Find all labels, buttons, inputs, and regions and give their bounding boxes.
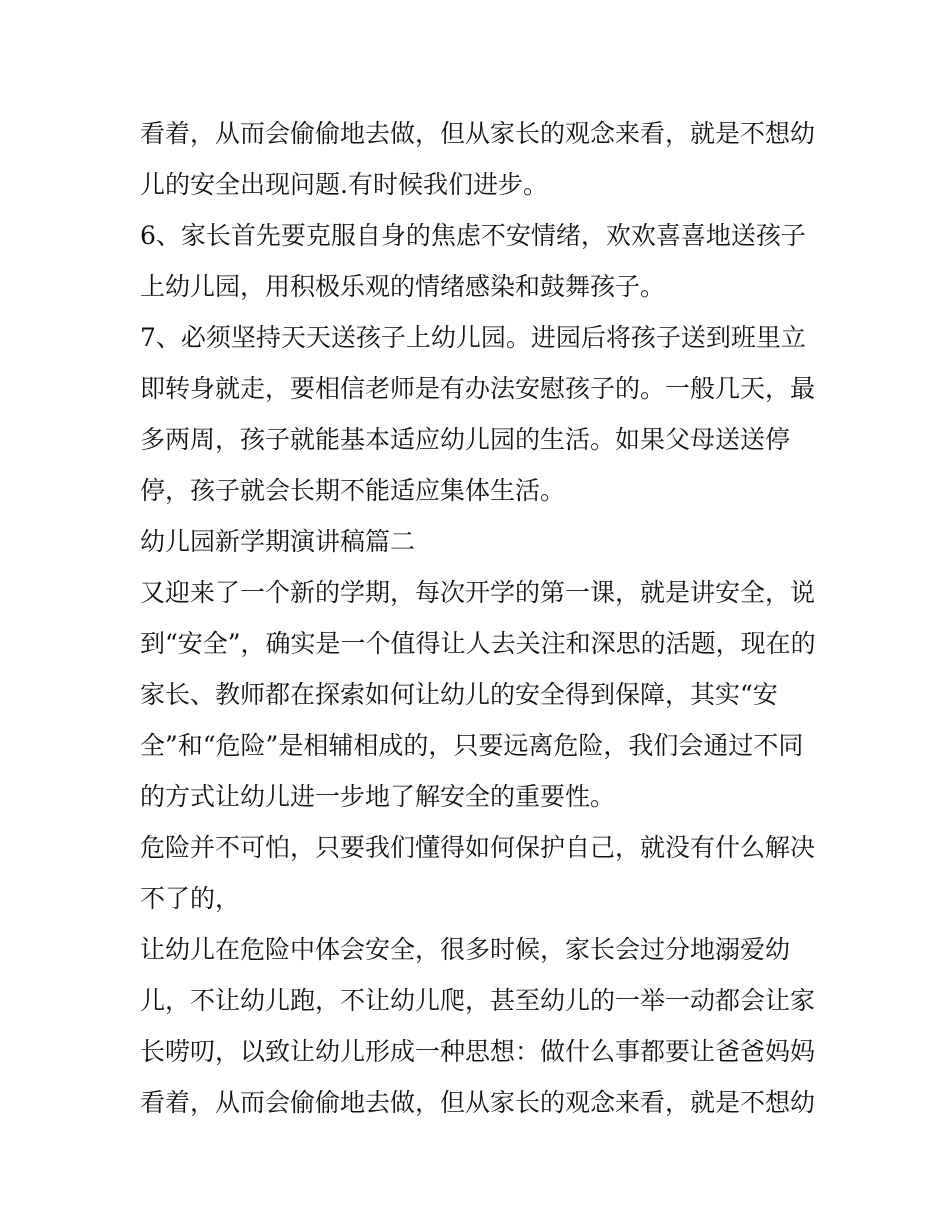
text-line: 儿，不让幼儿跑，不让幼儿爬，甚至幼儿的一举一动都会让家 [140, 986, 816, 1015]
text-line: 儿的安全出现问题.有时候我们进步。 [140, 170, 548, 199]
section-heading: 幼儿园新学期演讲稿篇二 [140, 527, 416, 556]
text-line: 的方式让幼儿进一步地了解安全的重要性。 [140, 782, 616, 811]
text-line: 停，孩子就会长期不能适应集体生活。 [140, 476, 566, 505]
text-line: 7、必须坚持天天送孩子上幼儿园。进园后将孩子送到班里立 [140, 323, 806, 352]
text-line: 危险并不可怕，只要我们懂得如何保护自己，就没有什么解决 [140, 833, 816, 862]
text-line: 到“安全”，确实是一个值得让人去关注和深思的活题，现在的 [140, 629, 816, 658]
text-line: 全”和“危险”是相辅相成的，只要远离危险，我们会通过不同 [140, 731, 804, 760]
text-line: 6、家长首先要克服自身的焦虑不安情绪，欢欢喜喜地送孩子 [140, 221, 806, 250]
document-body [140, 108, 830, 1128]
text-line: 上幼儿园，用积极乐观的情绪感染和鼓舞孩子。 [140, 272, 666, 301]
text-line: 多两周，孩子就能基本适应幼儿园的生活。如果父母送送停 [140, 425, 791, 454]
text-line: 又迎来了一个新的学期，每次开学的第一课，就是讲安全，说 [140, 578, 816, 607]
text-line: 看着，从而会偷偷地去做，但从家长的观念来看，就是不想幼 [140, 1088, 816, 1117]
text-line: 即转身就走，要相信老师是有办法安慰孩子的。一般几天，最 [140, 374, 816, 403]
text-line: 看着，从而会偷偷地去做，但从家长的观念来看，就是不想幼 [140, 119, 816, 148]
text-line: 让幼儿在危险中体会安全，很多时候，家长会过分地溺爱幼 [140, 935, 791, 964]
text-line: 不了的， [140, 884, 241, 913]
text-line: 家长、教师都在探索如何让幼儿的安全得到保障，其实“安 [140, 680, 778, 709]
text-line: 长唠叨，以致让幼儿形成一种思想：做什么事都要让爸爸妈妈 [140, 1037, 816, 1066]
